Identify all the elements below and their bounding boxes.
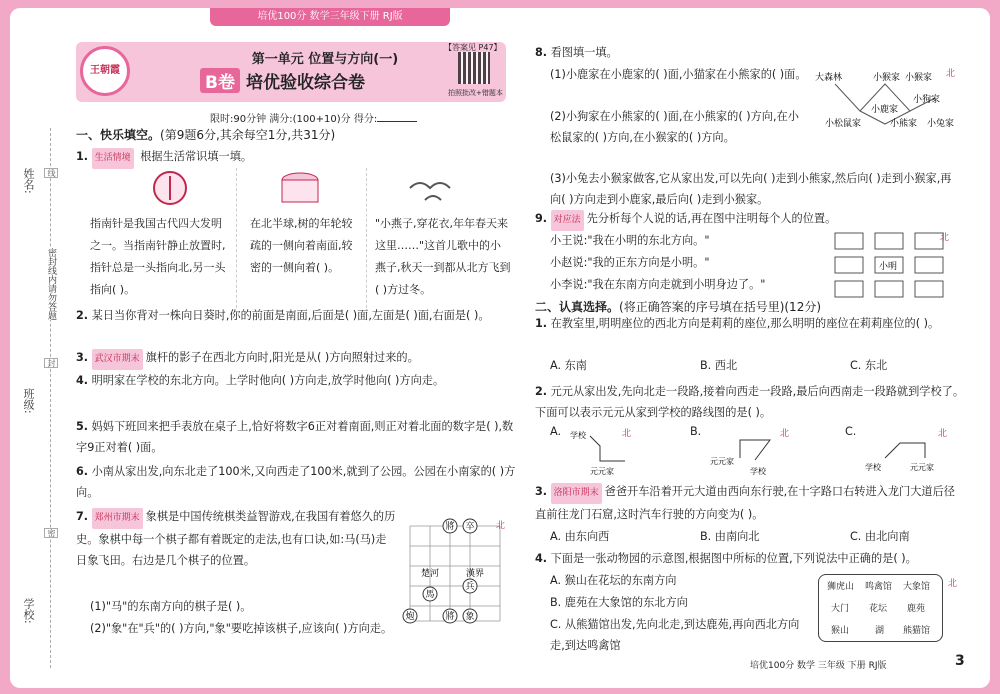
map-label: 小鹿家	[871, 105, 899, 115]
paper-badge: B卷	[200, 68, 240, 93]
page-number: 3	[955, 653, 965, 669]
choice-1	[535, 313, 965, 334]
section-1-title	[76, 126, 335, 143]
question-7	[76, 506, 396, 571]
zoo-label: 鸣禽馆	[865, 582, 893, 592]
exam-meta-text: 限时:90分钟 满分:(100+10)分 得分:	[210, 114, 378, 125]
name-label: 姓名:	[22, 168, 35, 194]
question-9	[535, 208, 955, 231]
option-b[interactable]: B. 由南向北	[700, 530, 760, 543]
map-label: 小松鼠家	[825, 119, 862, 129]
north-marker: 北	[946, 69, 956, 79]
paper-title-text: 培优验收综合卷	[245, 73, 365, 93]
question-tag: 武汉市期末	[92, 349, 143, 370]
top-banner: 培优100分 数学三年级下册 RJ版	[210, 8, 450, 26]
choice-2	[535, 381, 965, 423]
chess-piece-label: 卒	[465, 522, 475, 532]
seal-dashed-line	[50, 128, 51, 668]
q1-column-2: 在北半球,树的年轮较疏的一侧向着南面,较密的一侧向着( )。	[250, 217, 353, 274]
choice-4	[535, 548, 965, 569]
question-tag: 郑州市期末	[92, 508, 143, 529]
question-number: 1.	[535, 317, 548, 330]
choice-3-options	[550, 526, 970, 547]
question-text: 看图填一填。	[550, 46, 618, 59]
question-8-sub-2: (2)小狗家在小熊家的( )面,在小熊家的( )方向,在小松鼠家的( )方向,在小猴家的( )方向。	[550, 110, 799, 144]
option-c[interactable]: C. 由北向南	[850, 530, 910, 543]
question-9-line-3: 小李说:"我在东南方向走就到小明身边了。"	[550, 278, 766, 291]
question-text: 先分析每个人说的话,再在图中注明每个人的位置。	[586, 212, 837, 225]
chess-piece-label: 將	[445, 612, 455, 622]
option-b[interactable]: B. 鹿苑在大象馆的东北方向	[550, 596, 688, 609]
map-label: 小熊家	[890, 119, 918, 129]
river-label-chu: 楚河	[420, 569, 440, 579]
choice-3	[535, 481, 965, 525]
question-number: 4.	[76, 374, 89, 387]
option-c[interactable]: C.	[845, 425, 857, 438]
question-8-sub-3: (3)小兔去小猴家做客,它从家出发,可以先向( )走到小熊家,然后向( )走到小猴家,再向( )方向走到小鹿家,最后向( )走到小猴家。	[550, 172, 952, 206]
north-marker: 北	[940, 233, 950, 243]
answer-ref: 【答案见 P47】	[444, 43, 502, 52]
north-marker: 北	[780, 429, 790, 439]
question-4	[76, 370, 516, 391]
question-number: 9.	[535, 212, 548, 225]
q1-column-1: 指南针是我国古代四大发明之一。当指南针静止放置时,指针总是一头指向北,另一头指向( )。	[90, 217, 226, 296]
route-label: 学校	[865, 463, 881, 472]
column-divider	[366, 168, 367, 308]
choice-1-options	[550, 355, 970, 376]
question-text: 某日当你背对一株向日葵时,你的前面是南面,后面是( )面,左面是( )面,右面是( )。	[91, 309, 490, 322]
zoo-label: 熊猫馆	[903, 626, 931, 636]
chess-piece-label: 馬	[425, 590, 435, 600]
map-label: 大森林	[815, 73, 843, 83]
zoo-label: 花坛	[869, 604, 888, 614]
north-marker: 北	[622, 429, 632, 439]
question-text: 在教室里,明明座位的西北方向是莉莉的座位,那么明明的座位在莉莉座位的( )。	[550, 317, 940, 330]
compass-icon	[150, 168, 190, 208]
seal-mark-seal: 封	[44, 358, 58, 368]
map-label: 小猴家	[873, 73, 901, 83]
chess-piece-label: 兵	[465, 582, 475, 592]
binding-strip	[10, 128, 80, 668]
column-divider	[236, 168, 237, 308]
north-marker: 北	[948, 579, 958, 589]
zoo-map-figure	[818, 574, 943, 642]
qr-label: 拍照批改+错题本	[448, 89, 503, 97]
section-1-note: (第9题6分,其余每空1分,共31分)	[160, 128, 336, 142]
qr-code-icon	[458, 52, 490, 84]
question-tag: 生活情境	[92, 148, 134, 169]
section-1-heading: 一、快乐填空。	[76, 128, 161, 142]
paper-title	[200, 68, 365, 93]
question-text: 明明家在学校的东北方向。上学时他向( )方向走,放学时他向( )方向走。	[91, 374, 445, 387]
question-7-sub-2: (2)"象"在"兵"的( )方向,"象"要吃掉该棋子,应该向( )方向走。	[90, 622, 393, 635]
question-6	[76, 461, 516, 503]
question-text: 下面是一张动物园的示意图,根据图中所标的位置,下列说法中正确的是( )。	[550, 552, 917, 565]
question-text: 爸爸开车沿着开元大道由西向东行驶,在十字路口右转进入龙门大道后径直前往龙门石窟,这时汽车行驶的方向变为( )。	[535, 485, 955, 521]
question-tag: 洛阳市期末	[551, 483, 602, 504]
route-label: 元元家	[590, 467, 614, 476]
question-text: 根据生活常识填一填。	[140, 150, 253, 163]
map-label: 小猴家	[905, 73, 933, 83]
option-b[interactable]: B.	[690, 425, 702, 438]
zoo-label: 狮虎山	[827, 582, 855, 592]
swallows-icon	[405, 168, 465, 208]
river-label-han: 漢界	[465, 569, 485, 579]
chess-board-figure	[400, 516, 510, 628]
option-a[interactable]: A.	[550, 425, 562, 438]
map-label: 小兔家	[927, 119, 955, 129]
center-label: 小明	[879, 262, 898, 272]
question-5	[76, 416, 516, 458]
question-1	[76, 146, 516, 169]
q1-column-3: "小燕子,穿花衣,年年春天来这里……"这首儿歌中的小燕子,秋天一到都从北方飞到( )方过冬。	[375, 217, 511, 296]
question-number: 1.	[76, 150, 89, 163]
question-number: 2.	[76, 309, 89, 322]
chess-piece-label: 炮	[405, 612, 415, 622]
exam-meta	[210, 110, 417, 125]
seal-mark-line: 线	[44, 168, 58, 178]
north-marker: 北	[938, 429, 948, 439]
route-label: 元元家	[910, 463, 934, 472]
section-2-note: (将正确答案的序号填在括号里)(12分)	[619, 300, 822, 314]
question-number: 5.	[76, 420, 89, 433]
route-label: 元元家	[710, 457, 734, 466]
option-c[interactable]: C. 东北	[850, 359, 888, 372]
route-label: 学校	[570, 431, 586, 440]
unit-title: 第一单元 位置与方向(一)	[251, 52, 399, 67]
question-text: 象棋是中国传统棋类益智游戏,在我国有着悠久的历史。象棋中每一个棋子都有着既定的走法,也有口诀,如:马(马)走日象飞田。右边是几个棋子的位置。	[76, 510, 396, 567]
question-8-sub-1: (1)小鹿家在小鹿家的( )面,小猫家在小熊家的( )面。	[550, 68, 807, 81]
brand-logo: 王朝霞	[80, 46, 130, 96]
question-3	[76, 347, 516, 370]
question-number: 3.	[76, 351, 89, 364]
question-2	[76, 305, 516, 326]
question-number: 2.	[535, 385, 548, 398]
zoo-label: 猴山	[831, 626, 850, 636]
question-8	[535, 42, 825, 63]
route-diagram-a	[570, 426, 650, 476]
question-9-line-1: 小王说:"我在小明的东北方向。"	[550, 234, 710, 247]
question-text: 旗杆的影子在西北方向时,阳光是从( )方向照射过来的。	[145, 351, 419, 364]
position-grid-figure	[830, 230, 950, 300]
tree-stump-icon	[275, 168, 325, 208]
seal-warning: 密封线内请勿答题	[46, 248, 56, 320]
option-a[interactable]: A. 猴山在花坛的东南方向	[550, 574, 677, 587]
zoo-label: 大象馆	[903, 582, 931, 592]
option-c[interactable]: C. 从熊猫馆出发,先向北走,到达鹿苑,再向西北方向走,到达鸣禽馆	[550, 618, 800, 652]
question-number: 6.	[76, 465, 89, 478]
option-b[interactable]: B. 西北	[700, 359, 738, 372]
question-tag: 对应法	[551, 210, 584, 231]
question-number: 8.	[535, 46, 548, 59]
zoo-label: 湖	[875, 626, 885, 636]
zoo-label: 大门	[831, 604, 850, 614]
map-label: 小狗家	[913, 95, 941, 105]
question-number: 3.	[535, 485, 548, 498]
option-a[interactable]: A. 由东向西	[550, 530, 610, 543]
question-number: 4.	[535, 552, 548, 565]
question-text: 小南从家出发,向东北走了100米,又向西走了100米,就到了公园。公园在小南家的( )方向。	[76, 465, 516, 499]
page-sheet	[10, 8, 990, 688]
question-number: 7.	[76, 510, 89, 523]
question-text: 元元从家出发,先向北走一段路,接着向西走一段路,最后向西南走一段路就到学校了。下面可以表示元元从家到学校的路线图的是( )。	[535, 385, 965, 419]
school-label: 学校:	[22, 598, 35, 624]
route-label: 学校	[750, 467, 766, 476]
north-marker: 北	[496, 521, 506, 531]
seal-mark-close: 密	[44, 528, 58, 538]
chess-piece-label: 將	[445, 522, 455, 532]
question-9-line-2: 小赵说:"我的正东方向是小明。"	[550, 256, 710, 269]
option-a[interactable]: A. 东南	[550, 359, 587, 372]
class-label: 班级:	[22, 388, 35, 414]
question-7-sub-1: (1)"马"的东南方向的棋子是( )。	[90, 600, 252, 613]
forest-map-figure	[815, 66, 965, 136]
page-footer: 培优100分 数学 三年级 下册 RJ版	[750, 661, 887, 671]
section-2-heading: 二、认真选择。	[535, 300, 620, 314]
question-text: 妈妈下班回来把手表放在桌子上,恰好将数字6正对着南面,则正对着北面的数字是( ),数字9正对着( )面。	[76, 420, 514, 454]
chess-piece-label: 象	[465, 612, 475, 622]
zoo-label: 鹿苑	[907, 604, 926, 614]
